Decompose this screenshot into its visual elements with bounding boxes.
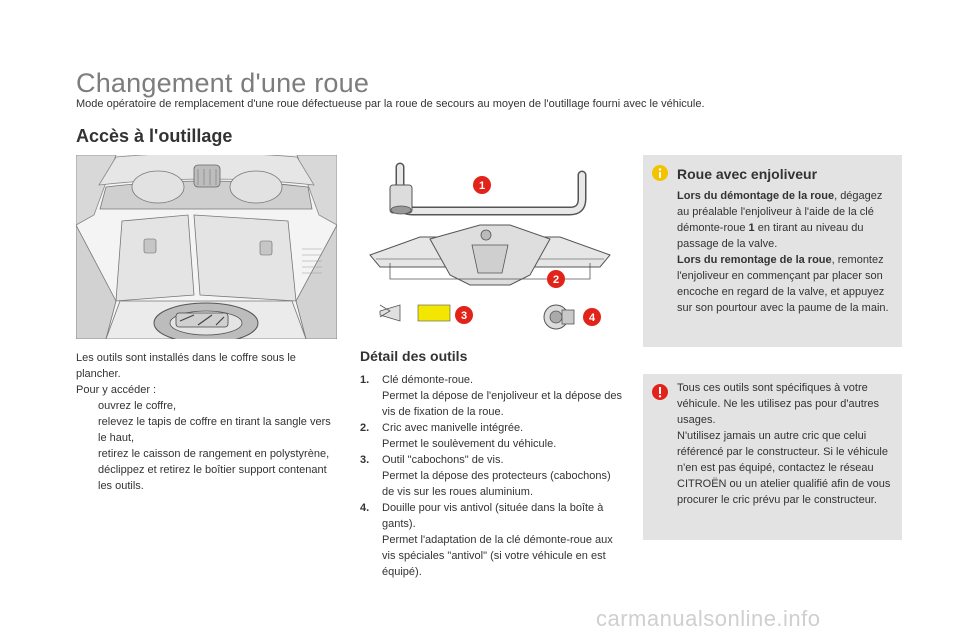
- item-desc: Permet la dépose des protecteurs (cabochons) de vis sur les roues aluminium.: [382, 470, 611, 498]
- item-number: 3.: [360, 454, 370, 466]
- antitheft-socket-drawing: [544, 305, 574, 329]
- access-steps-list: [76, 398, 338, 494]
- item-name: Outil "cabochons" de vis.: [382, 454, 504, 466]
- info-box-text: Lors du démontage de la roue, dégagez au préalable l'enjoliveur à l'aide de la clé démonte-roue 1 en tirant au niveau du passage de la valve. Lors du remontage de la roue, remontez l'enjoliveur en commençant par placer son encoche en regard de la valve, et appuyez sur son pourtour avec la paume de la main.: [677, 190, 889, 314]
- intro-lead: Pour y accéder :: [76, 384, 157, 396]
- section-title: Accès à l'outillage: [76, 126, 233, 146]
- item-desc: Permet l'adaptation de la clé démonte-roue aux vis spéciales "antivol" (si votre véhicule en est équipé).: [382, 534, 613, 578]
- cap-tool-highlight: [418, 305, 450, 321]
- callout-label: 1: [478, 180, 486, 192]
- callout-4: [583, 308, 601, 326]
- warning-icon: [652, 384, 668, 400]
- info-icon: [652, 165, 668, 181]
- intro-text: [76, 350, 338, 494]
- item-desc: Permet la dépose de l'enjoliveur et la dépose des vis de fixation de la roue.: [382, 390, 622, 418]
- callout-2: [547, 270, 565, 288]
- item-name: Cric avec manivelle intégrée.: [382, 422, 524, 434]
- jack-drawing: [370, 225, 610, 285]
- item-number: 4.: [360, 502, 370, 514]
- intro-paragraph: Les outils sont installés dans le coffre sous le plancher.: [76, 352, 296, 380]
- page-subtitle: Mode opératoire de remplacement d'une roue défectueuse par la roue de secours au moyen de l'outillage fourni avec le véhicule.: [76, 98, 705, 110]
- list-item: relevez le tapis de coffre en tirant la sangle vers le haut,: [98, 416, 331, 444]
- tools-illustration: [360, 155, 620, 335]
- list-item: retirez le caisson de rangement en polystyrène,: [98, 448, 330, 460]
- item-number: 1.: [360, 374, 370, 386]
- warning-box: [643, 374, 902, 540]
- tool-list: [360, 372, 625, 580]
- callout-label: 2: [552, 274, 560, 286]
- info-box-title: Roue avec enjoliveur: [677, 166, 818, 182]
- list-item: déclippez et retirez le boîtier support contenant les outils.: [98, 464, 327, 492]
- list-item: [360, 420, 625, 452]
- callout-label: 3: [460, 310, 468, 322]
- callout-label: 4: [588, 312, 596, 324]
- list-item: [360, 372, 625, 420]
- callout-1: [473, 176, 491, 194]
- info-box: [643, 155, 902, 347]
- page-title: Changement d'une roue: [76, 68, 370, 98]
- item-name: Douille pour vis antivol (située dans la boîte à gants).: [382, 502, 604, 530]
- trunk-illustration: [76, 155, 337, 339]
- item-name: Clé démonte-roue.: [382, 374, 474, 386]
- item-desc: Permet le soulèvement du véhicule.: [382, 438, 557, 450]
- warning-text-2: N'utilisez jamais un autre cric que celui référencé par le constructeur. Si le véhicule n'en est pas équipé, contactez le réseau CITROËN ou un atelier qualifié afin de vous procurer le cric prévu par le constructeur.: [677, 430, 891, 506]
- list-item: [360, 500, 625, 580]
- item-number: 2.: [360, 422, 370, 434]
- list-item: [360, 452, 625, 500]
- cap-tool-drawing: [380, 305, 400, 321]
- list-item: ouvrez le coffre,: [98, 400, 177, 412]
- callout-3: [455, 306, 473, 324]
- detail-title: Détail des outils: [360, 348, 468, 364]
- warning-text: Tous ces outils sont spécifiques à votre véhicule. Ne les utilisez pas pour d'autres usages.: [677, 382, 880, 426]
- watermark: carmanualsonline.info: [596, 606, 821, 631]
